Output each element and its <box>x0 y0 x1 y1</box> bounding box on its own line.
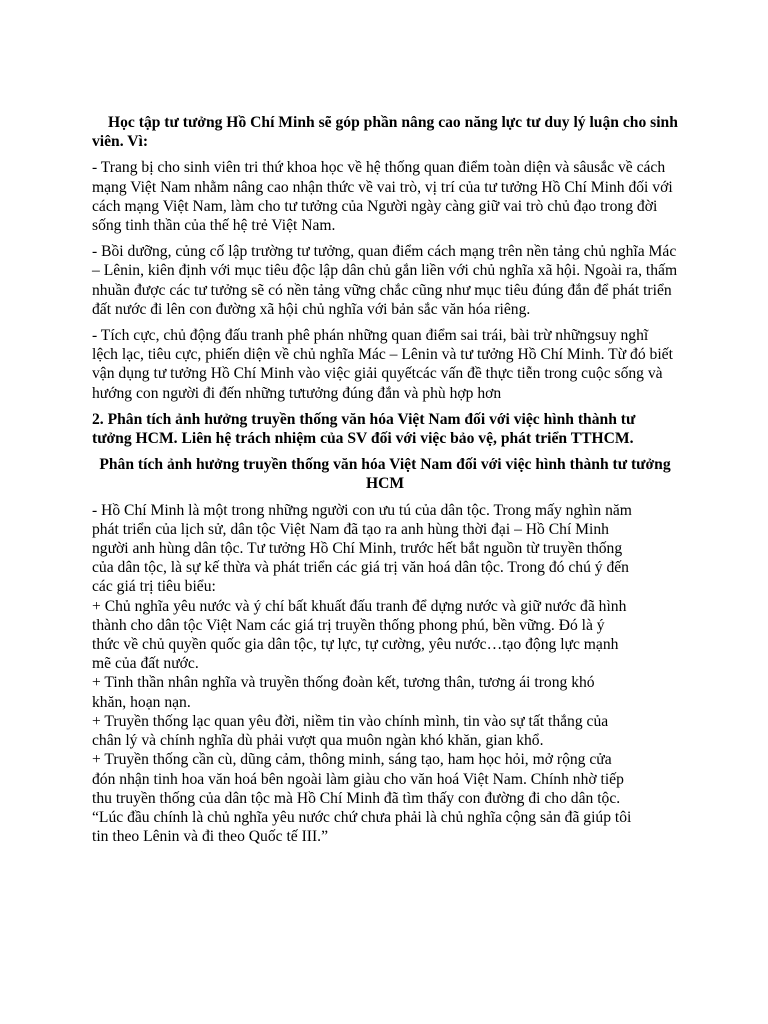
document-page <box>92 113 678 846</box>
body-line: + Truyền thống lạc quan yêu đời, niềm tin vào chính mình, tin vào sự tất thắng của <box>92 712 609 730</box>
body-line: thành cho dân tộc Việt Nam các giá trị truyền thống phong phú, bền vững. Đó là ý <box>92 616 605 634</box>
body-line: + Chủ nghĩa yêu nước và ý chí bất khuất đấu tranh để dựng nước và giữ nước đã hình <box>92 597 627 615</box>
body-line: chân lý và chính nghĩa dù phải vượt qua muôn ngàn khó khăn, gian khổ. <box>92 732 544 750</box>
body-line: + Tinh thần nhân nghĩa và truyền thống đoàn kết, tương thân, tương ái trong khó <box>92 674 595 692</box>
body-line: của dân tộc, là sự kế thừa và phát triển các giá trị văn hoá dân tộc. Trong đó chú ý đến <box>92 559 629 577</box>
body-line: người anh hùng dân tộc. Tư tưởng Hồ Chí Minh, trước hết bắt nguồn từ truyền thống <box>92 540 623 558</box>
body-line: đón nhận tinh hoa văn hoá bên ngoài làm giàu cho văn hoá Việt Nam. Chính nhờ tiếp <box>92 770 624 788</box>
body-line: khăn, hoạn nạn. <box>92 693 191 711</box>
body-line: - Hồ Chí Minh là một trong những người con ưu tú của dân tộc. Trong mấy nghìn năm <box>92 501 632 519</box>
intro-paragraph-3: - Tích cực, chủ động đấu tranh phê phán những quan điểm sai trái, bài trừ nhữngsuy nghĩ lệch lạc, tiêu cực, phiến diện về chủ nghĩa Mác – Lênin và tư tưởng Hồ Chí Minh. Từ đó biết vận dụng tư tưởng Hồ Chí Minh vào việc giải quyếtcác vấn đề thực tiễn trong cuộc sống và hướng con người đi đến những tưtưởng đúng đắn và phù hợp hơn <box>92 327 673 402</box>
body-line: “Lúc đầu chính là chủ nghĩa yêu nước chứ chưa phải là chủ nghĩa cộng sản đã giúp tôi <box>92 808 632 826</box>
intro-heading: Học tập tư tưởng Hồ Chí Minh sẽ góp phần nâng cao năng lực tư duy lý luận cho sinh viên. Vì: <box>92 114 678 151</box>
question-heading: 2. Phân tích ảnh hưởng truyền thống văn hóa Việt Nam đối với việc hình thành tư tưởng HCM. Liên hệ trách nhiệm của SV đối với việc bảo vệ, phát triển TTHCM. <box>92 410 636 448</box>
body-line: + Truyền thống cần cù, dũng cảm, thông minh, sáng tạo, ham học hỏi, mở rộng cửa <box>92 751 612 769</box>
section-title: Phân tích ảnh hưởng truyền thống văn hóa Việt Nam đối với việc hình thành tư tưởng HCM <box>99 456 671 493</box>
body-line: phát triển của lịch sử, dân tộc Việt Nam đã tạo ra anh hùng thời đại – Hồ Chí Minh <box>92 520 609 538</box>
body-line: thức về chủ quyền quốc gia dân tộc, tự lực, tự cường, yêu nước…tạo động lực mạnh <box>92 636 619 654</box>
body-line: các giá trị tiêu biểu: <box>92 578 216 596</box>
intro-paragraph-2: - Bồi dưỡng, củng cố lập trường tư tưởng, quan điểm cách mạng trên nền tảng chủ nghĩa Mác – Lênin, kiên định với mục tiêu độc lập dân chủ gắn liền với chủ nghĩa xã hội. Ngoài ra, thấm nhuần được các tư tưởng sẽ có nền tảng vững chắc cũng như mục tiêu đúng đắn để phát triển đất nước đi lên con đường xã hội chủ nghĩa với bản sắc văn hóa riêng. <box>92 243 678 318</box>
section-body <box>92 501 678 847</box>
body-line: tin theo Lênin và đi theo Quốc tế III.” <box>92 828 328 846</box>
body-line: thu truyền thống của dân tộc mà Hồ Chí Minh đã tìm thấy con đường đi cho dân tộc. <box>92 789 621 807</box>
intro-paragraph-1: - Trang bị cho sinh viên tri thứ khoa học về hệ thống quan điểm toàn diện và sâusắc về cách mạng Việt Nam nhằm nâng cao nhận thức về vai trò, vị trí của tư tưởng Hồ Chí Minh đối với cách mạng Việt Nam, làm cho tư tưởng của Người ngày càng giữ vai trò chủ đạo trong đời sống tinh thần của thế hệ trẻ Việt Nam. <box>92 159 673 235</box>
body-line: mẽ của đất nước. <box>92 655 199 673</box>
